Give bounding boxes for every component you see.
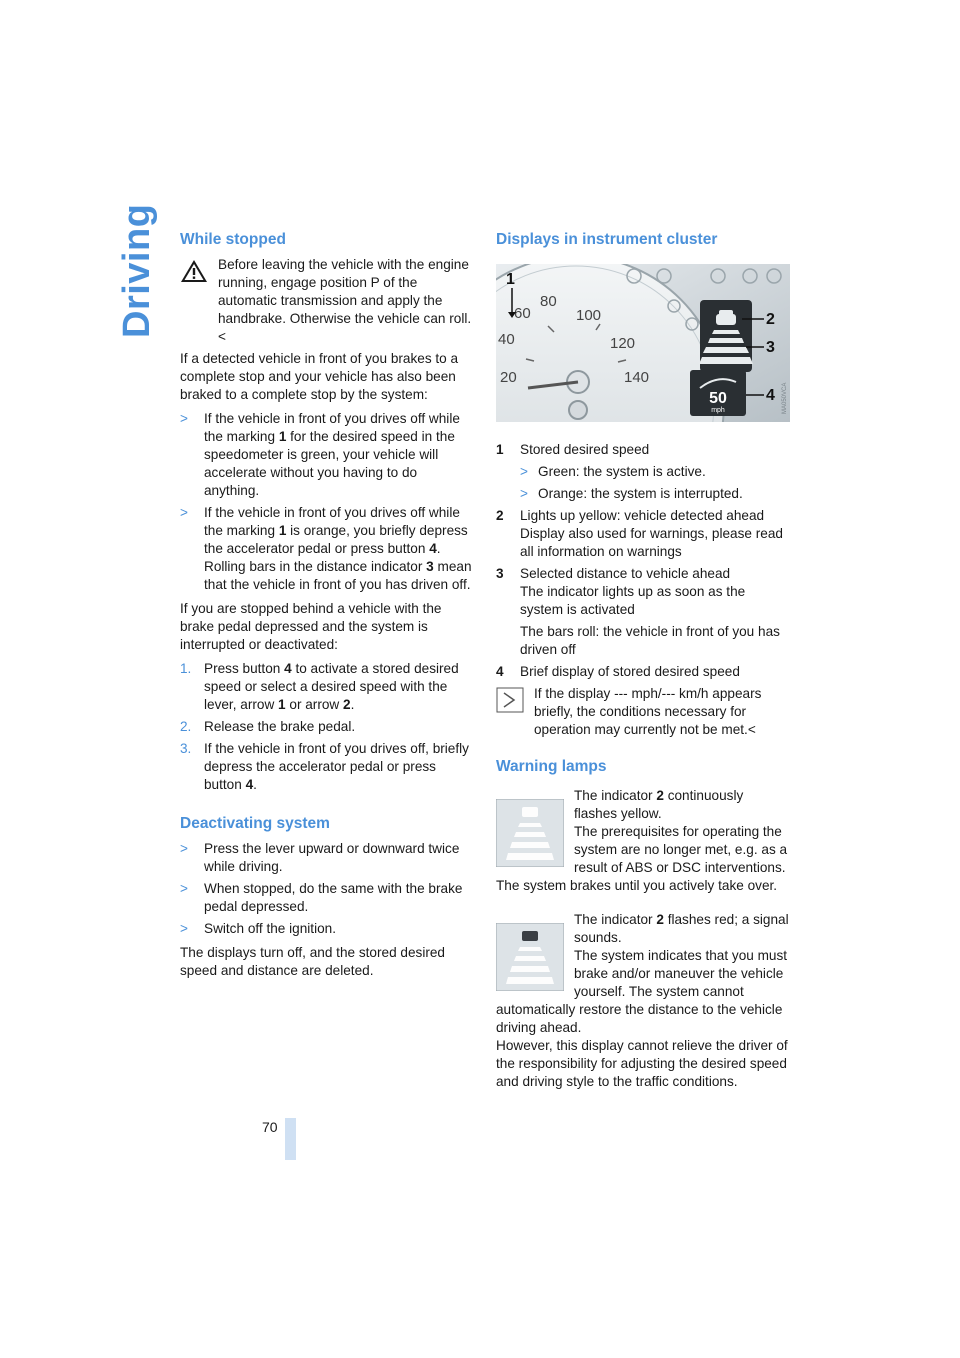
heading-warning-lamps: Warning lamps xyxy=(496,758,607,775)
speedo-tick: 100 xyxy=(576,307,602,324)
list-item: > Press the lever upward or downward twice while driving. xyxy=(180,841,460,874)
heading-displays: Displays in instrument cluster xyxy=(496,231,718,248)
page-bar xyxy=(285,1118,296,1160)
legend-item: 2 Lights up yellow: vehicle detected ahead Display also used for warnings, please read all information on warnings xyxy=(496,508,783,559)
stopped-intro: If you are stopped behind a vehicle with the brake pedal depressed and the system is interrupted or deactivated: xyxy=(180,601,442,652)
speedo-tick: 20 xyxy=(500,369,517,386)
instrument-cluster-figure xyxy=(496,264,790,422)
end-mark: < xyxy=(218,329,226,344)
list-item: 3. If the vehicle in front of you drives off, briefly depress the accelerator pedal or press button 4. xyxy=(180,741,469,792)
list-item: > If the vehicle in front of you drives off while the marking 1 for the desired speed in the speedometer is green, your vehicle will accelerate without you having to do anything. xyxy=(180,411,460,498)
speedo-tick: 140 xyxy=(624,369,650,386)
distance-warning-lamp-icon xyxy=(496,799,564,867)
figure-code: MA050VCA xyxy=(782,382,788,414)
note-arrow-icon xyxy=(496,687,524,713)
page-number: 70 xyxy=(262,1119,278,1135)
list-item: 1. Press button 4 to activate a stored desired speed or select a desired speed with the lever, arrow 1 or arrow 2. xyxy=(180,661,459,712)
heading-deactivating: Deactivating system xyxy=(180,815,330,832)
deactivating-outro: The displays turn off, and the stored desired speed and distance are deleted. xyxy=(180,945,445,978)
list-item: > Switch off the ignition. xyxy=(180,921,336,936)
deactivating-bullets xyxy=(180,840,474,938)
note-block: If the display --- mph/--- km/h appears briefly, the conditions necessary for operation may currently not be met.< xyxy=(496,685,790,739)
section-title: Driving xyxy=(116,203,158,338)
speed-unit: mph xyxy=(711,407,725,414)
note-text: If the display --- mph/--- km/h appears briefly, the conditions necessary for operation may currently not be met. xyxy=(534,686,762,737)
speedo-tick: 80 xyxy=(540,293,557,310)
speedo-tick: 40 xyxy=(498,331,515,348)
speedo-tick: 60 xyxy=(514,305,531,322)
left-column xyxy=(180,230,474,984)
warning-text: Before leaving the vehicle with the engine running, engage position P of the automatic transmission and apply the handbrake. Otherwise the vehicle can roll. xyxy=(218,257,472,326)
vehicle-detected-icon xyxy=(716,310,736,325)
callout-1: 1 xyxy=(506,271,515,288)
warning-lamp-yellow: The indicator 2 continuously flashes yellow. The prerequisites for operating the system are no longer met, e.g. as a result of ABS or DSC interventions. The system brakes until you actively take over. xyxy=(496,788,788,893)
figure-legend xyxy=(496,441,790,681)
legend-item: 1 Stored desired speed > Green: the system is active. > Orange: the system is interrupted. xyxy=(496,441,790,503)
speed-value: 50 xyxy=(709,390,727,407)
warning-triangle-icon xyxy=(180,258,208,284)
legend-item: 3 Selected distance to vehicle ahead The indicator lights up as soon as the system is activated The bars roll: the vehicle in front of you has driven off xyxy=(496,566,780,657)
list-item: 2. Release the brake pedal. xyxy=(180,719,356,734)
right-column xyxy=(496,230,790,1091)
while-stopped-intro: If a detected vehicle in front of you brakes to a complete stop and your vehicle has also been braked to a complete stop by the system: xyxy=(180,351,459,402)
heading-while-stopped: While stopped xyxy=(180,231,286,248)
list-item: > Green: the system is active. xyxy=(520,464,706,479)
bullet-marker: > xyxy=(180,411,188,426)
bullet-marker: > xyxy=(180,505,188,520)
list-item: > If the vehicle in front of you drives off while the marking 1 is orange, you briefly depress the accelerator pedal or press button 4. Rolling bars in the distance indicator 3 mean that the vehicle in front of you has driven off. xyxy=(180,505,472,592)
callout-2: 2 xyxy=(766,311,775,328)
warning-lamp-red: The indicator 2 flashes red; a signal sounds. The system indicates that you must brake and/or maneuver the vehicle yourself. The system cannot automatically restore the distance to the vehicle driving ahead. However, this display cannot relieve the driver of the responsibility for adjusting the desired speed and driving style to the traffic conditions. xyxy=(496,912,789,1089)
callout-3: 3 xyxy=(766,339,775,356)
legend-item: 4 Brief display of stored desired speed xyxy=(496,664,740,679)
numbered-steps xyxy=(180,660,474,794)
while-stopped-bullets xyxy=(180,410,474,594)
speedo-tick: 120 xyxy=(610,335,636,352)
section-side-tab xyxy=(116,203,158,348)
list-item: > When stopped, do the same with the brake pedal depressed. xyxy=(180,881,463,914)
warning-block xyxy=(180,256,474,346)
list-item: > Orange: the system is interrupted. xyxy=(520,486,743,501)
brake-warning-lamp-icon xyxy=(496,923,564,991)
callout-4: 4 xyxy=(766,387,775,404)
